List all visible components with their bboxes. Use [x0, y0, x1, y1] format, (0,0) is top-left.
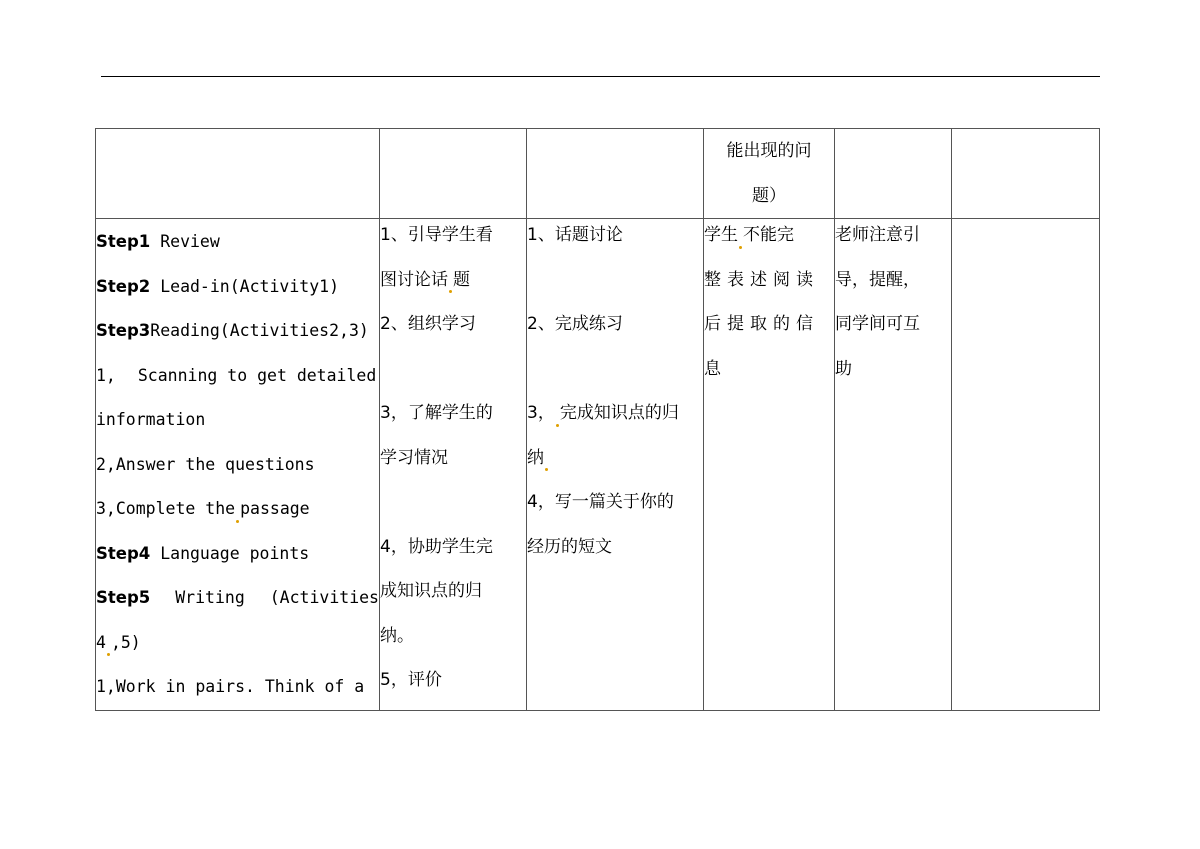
teacher-line-11: 5，评价	[380, 670, 442, 690]
step5-line	[96, 576, 379, 621]
problems-line-4: 息	[704, 358, 721, 379]
student-line-6-text: 纳	[527, 447, 544, 468]
work-pairs-line: 1,Work in pairs. Think of a	[96, 677, 365, 696]
student-activities-cell	[527, 219, 704, 711]
problems-cell	[704, 219, 835, 711]
step2-line	[96, 265, 379, 310]
substep1-line	[96, 354, 379, 399]
mark-dot	[739, 246, 742, 249]
step1-line	[96, 220, 379, 265]
lesson-plan-table	[95, 128, 1100, 711]
teacher-line-3: 2、组织学习	[380, 314, 476, 334]
header-problems-line1: 能出现的问	[726, 141, 812, 161]
teacher-line-8: 4，协助学生完	[380, 536, 493, 557]
problems-line-1a: 学生	[704, 225, 738, 245]
teacher-line-6: 学习情况	[380, 447, 448, 468]
student-line-5a: 3，	[527, 403, 555, 423]
teacher-line-5: 3，了解学生的	[380, 403, 493, 423]
step5-cont	[96, 621, 379, 666]
table-body-row	[96, 219, 1100, 711]
substep1-text: Scanning to get detailed	[137, 365, 377, 385]
substep3-text-b: passage	[240, 499, 310, 518]
measures-line-2: 导，提醒，	[835, 269, 920, 290]
mark-dot	[545, 468, 548, 471]
student-line-5	[527, 391, 703, 436]
problems-line-3: 后提取的信	[704, 314, 819, 334]
substep3-line	[96, 487, 379, 532]
problems-line-1	[704, 213, 834, 258]
header-cell-2	[380, 129, 527, 219]
problems-line-2: 整表述阅读	[704, 269, 819, 290]
teacher-line-2a: 图讨论话	[380, 269, 448, 290]
step3-line	[96, 309, 379, 354]
step5-word1: Writing	[175, 588, 245, 607]
substep1-cont: information	[96, 410, 206, 429]
table-header-row	[96, 129, 1100, 219]
step1-label: Step1	[96, 232, 151, 251]
student-blank	[527, 258, 703, 303]
teacher-activities-cell	[380, 219, 527, 711]
step5-label: Step5	[96, 588, 151, 607]
step1-text: Review	[150, 232, 220, 251]
steps-cell	[96, 219, 380, 711]
substep3-text-a: 3,Complete the	[96, 499, 236, 518]
problems-line-1b: 不能完	[743, 225, 794, 245]
teacher-line-2	[380, 258, 526, 303]
mark-dot	[107, 653, 110, 656]
step5-cont-a: 4	[96, 632, 106, 652]
student-line-8: 经历的短文	[527, 536, 612, 557]
step4-label: Step4	[96, 543, 151, 563]
teacher-line-9: 成知识点的归	[380, 581, 482, 601]
student-line-6	[527, 436, 703, 481]
substep2-line: 2,Answer the questions	[96, 454, 315, 474]
teacher-blank	[380, 347, 526, 392]
mark-dot	[236, 520, 239, 523]
step2-text: Lead-in(Activity1)	[150, 276, 340, 296]
step3-label: Step3	[96, 321, 151, 340]
measures-line-1: 老师注意引	[835, 225, 920, 245]
student-line-7: 4，写一篇关于你的	[527, 492, 674, 512]
measures-line-3: 同学间可互	[835, 314, 920, 334]
mark-dot	[556, 424, 559, 427]
student-blank	[527, 347, 703, 392]
header-cell-1	[96, 129, 380, 219]
step4-text: Language points	[150, 543, 310, 563]
teacher-line-2b: 题	[453, 269, 470, 290]
step4-line	[96, 532, 379, 577]
teacher-line-1: 1、引导学生看	[380, 225, 493, 245]
step3-text: Reading(Activities2,3)	[150, 321, 369, 340]
student-line-3: 2、完成练习	[527, 314, 623, 334]
header-cell-3	[527, 129, 704, 219]
header-problems-line2: 题）	[752, 185, 786, 206]
substep1-number: 1,	[96, 365, 116, 385]
step5-cont-b: ,5)	[110, 632, 141, 652]
empty-cell	[952, 219, 1100, 711]
mark-dot	[449, 290, 452, 293]
step5-word2: (Activities	[269, 588, 379, 607]
measures-cell	[835, 219, 952, 711]
student-line-5b: 完成知识点的归	[559, 403, 679, 423]
header-rule	[101, 76, 1100, 77]
step2-label: Step2	[96, 276, 151, 296]
header-cell-6	[952, 129, 1100, 219]
teacher-blank	[380, 480, 526, 525]
teacher-line-10: 纳。	[380, 625, 414, 646]
header-cell-problems	[704, 129, 835, 219]
measures-line-4: 助	[835, 358, 852, 379]
student-line-1: 1、话题讨论	[527, 225, 623, 245]
header-cell-5	[835, 129, 952, 219]
